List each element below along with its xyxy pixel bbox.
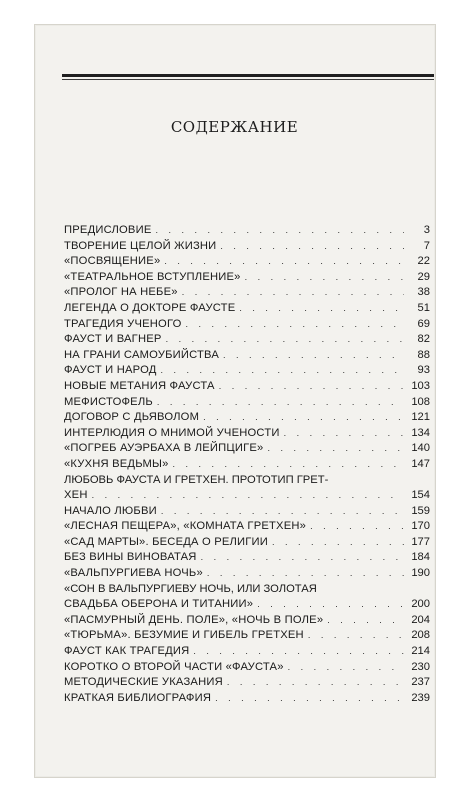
toc-entry <box>64 395 430 411</box>
toc-entry-label: «ТЕАТРАЛЬНОЕ ВСТУПЛЕНИЕ» <box>64 270 241 283</box>
leader-dots <box>156 223 405 239</box>
toc-entry-label: СВАДЬБА ОБЕРОНА И ТИТАНИИ» <box>64 598 254 611</box>
toc-entry-page: 7 <box>423 239 430 252</box>
toc-entry-page: 3 <box>423 224 430 236</box>
leader-dots <box>272 535 404 551</box>
toc-entry-page: 134 <box>411 426 430 439</box>
toc-entry-label: НА ГРАНИ САМОУБИЙСТВА <box>64 348 220 361</box>
toc-entry-page: 177 <box>411 535 430 548</box>
toc-entry-page: 200 <box>411 598 430 611</box>
toc-entry <box>64 348 430 364</box>
toc-entry <box>64 410 430 426</box>
toc-entry-page: 121 <box>411 411 430 424</box>
toc-entry-label: ИНТЕРЛЮДИЯ О МНИМОЙ УЧЕНОСТИ <box>64 426 280 439</box>
toc-entry-page: 154 <box>411 489 430 502</box>
toc-entry-label: «ЛЕСНАЯ ПЕЩЕРА», «КОМНАТА ГРЕТХЕН» <box>64 520 307 533</box>
leader-dots <box>223 348 404 364</box>
toc-entry <box>64 363 430 379</box>
leader-dots <box>92 488 404 504</box>
leader-dots <box>161 363 404 379</box>
toc-entry-page: 237 <box>411 676 430 689</box>
toc-entry <box>64 457 430 473</box>
toc-entry <box>64 441 430 457</box>
leader-dots <box>257 597 404 613</box>
toc-entry-label: ФАУСТ И НАРОД <box>64 364 157 377</box>
toc-entry <box>64 332 430 348</box>
leader-dots <box>239 301 404 317</box>
leader-dots <box>164 254 404 270</box>
toc-entry <box>64 473 430 504</box>
leader-dots <box>166 332 404 348</box>
toc-entry-label: МЕФИСТОФЕЛЬ <box>64 395 153 408</box>
toc-entry <box>64 285 430 301</box>
header-rule-thin <box>62 79 434 80</box>
toc-entry-label: «ПОГРЕБ АУЭРБАХА В ЛЕЙПЦИГЕ» <box>64 442 264 455</box>
toc-entry-label: ТВОРЕНИЕ ЦЕЛОЙ ЖИЗНИ <box>64 239 217 252</box>
leader-dots <box>220 239 404 255</box>
toc-entry <box>64 566 430 582</box>
toc-entry-label: «ВАЛЬПУРГИЕВА НОЧЬ» <box>64 567 203 580</box>
toc-entry <box>64 691 430 707</box>
toc-entry <box>64 675 430 691</box>
toc-entry-page: 184 <box>411 551 430 564</box>
toc-entry-label: ФАУСТ И ВАГНЕР <box>64 333 162 346</box>
toc-entry <box>64 379 430 395</box>
toc-entry-label: МЕТОДИЧЕСКИЕ УКАЗАНИЯ <box>64 676 223 689</box>
toc-entry-page: 22 <box>417 255 430 268</box>
toc-entry <box>64 301 430 317</box>
leader-dots <box>207 566 404 582</box>
toc-entry <box>64 504 430 520</box>
toc-entry <box>64 582 430 613</box>
toc-entry-label: «ПОСВЯЩЕНИЕ» <box>64 255 161 268</box>
toc-entry-label-line1: «СОН В ВАЛЬПУРГИЕВУ НОЧЬ, ИЛИ ЗОЛОТАЯ <box>64 582 317 595</box>
toc-entry-page: 239 <box>411 691 430 704</box>
leader-dots <box>203 410 404 426</box>
toc-entry-page: 190 <box>411 567 430 580</box>
toc-entry-page: 82 <box>417 333 430 346</box>
toc-entry-label: ФАУСТ КАК ТРАГЕДИЯ <box>64 645 190 658</box>
toc-entry-page: 88 <box>417 348 430 361</box>
leader-dots <box>182 285 404 301</box>
toc-entry <box>64 519 430 535</box>
leader-dots <box>173 457 404 473</box>
toc-entry-page: 208 <box>411 629 430 642</box>
toc-entry-page: 69 <box>417 317 430 330</box>
toc-entry <box>64 550 430 566</box>
toc-entry-label: КОРОТКО О ВТОРОЙ ЧАСТИ «ФАУСТА» <box>64 660 284 673</box>
leader-dots <box>288 660 404 676</box>
toc-entry <box>64 254 430 270</box>
toc-entry-page: 93 <box>417 364 430 377</box>
leader-dots <box>327 613 404 629</box>
toc-entry-label: «КУХНЯ ВЕДЬМЫ» <box>64 457 169 470</box>
toc-entry-label: ХЕН <box>64 489 88 502</box>
toc-entry-label: «ПРОЛОГ НА НЕБЕ» <box>64 286 178 299</box>
leader-dots <box>215 691 404 707</box>
toc-entry-label: «ТЮРЬМА». БЕЗУМИЕ И ГИБЕЛЬ ГРЕТХЕН <box>64 629 304 642</box>
toc-entry-page: 29 <box>417 270 430 283</box>
leader-dots <box>193 644 404 660</box>
leader-dots <box>161 504 404 520</box>
leader-dots <box>219 379 404 395</box>
toc-entry-page: 140 <box>411 442 430 455</box>
toc-entry-page: 214 <box>411 645 430 658</box>
toc-entry <box>64 317 430 333</box>
toc-entry-label: ПРЕДИСЛОВИЕ <box>64 224 152 236</box>
toc-entry <box>64 426 430 442</box>
leader-dots <box>308 628 404 644</box>
toc-entry-label: КРАТКАЯ БИБЛИОГРАФИЯ <box>64 691 212 704</box>
toc-entry-page: 38 <box>417 286 430 299</box>
toc-entry-page: 230 <box>411 660 430 673</box>
toc-entry-label: ТРАГЕДИЯ УЧЕНОГО <box>64 317 182 330</box>
leader-dots <box>227 675 404 691</box>
toc-entry-page: 159 <box>411 504 430 517</box>
leader-dots <box>284 426 404 442</box>
toc-entry-label: НОВЫЕ МЕТАНИЯ ФАУСТА <box>64 379 215 392</box>
toc-entry-label: ДОГОВОР С ДЬЯВОЛОМ <box>64 411 200 424</box>
toc-entry-page: 103 <box>411 379 430 392</box>
toc-entry-page: 51 <box>417 301 430 314</box>
toc-entry <box>64 270 430 286</box>
toc-entry-label-line1: ЛЮБОВЬ ФАУСТА И ГРЕТХЕН. ПРОТОТИП ГРЕТ- <box>64 473 329 486</box>
toc-entry-page: 108 <box>411 395 430 408</box>
toc-entry <box>64 239 430 255</box>
toc-entry-label: «САД МАРТЫ». БЕСЕДА О РЕЛИГИИ <box>64 535 269 548</box>
toc-entry <box>64 660 430 676</box>
leader-dots <box>310 519 404 535</box>
page-title: СОДЕРЖАНИЕ <box>170 118 299 136</box>
toc-entry-page: 147 <box>411 457 430 470</box>
toc-entry-label: «ПАСМУРНЫЙ ДЕНЬ. ПОЛЕ», «НОЧЬ В ПОЛЕ» <box>64 613 324 626</box>
leader-dots <box>201 550 404 566</box>
leader-dots <box>157 395 404 411</box>
toc-entry-label: БЕЗ ВИНЫ ВИНОВАТАЯ <box>64 551 197 564</box>
table-of-contents <box>64 223 430 706</box>
toc-entry-label: НАЧАЛО ЛЮБВИ <box>64 504 157 517</box>
toc-entry <box>64 535 430 551</box>
leader-dots <box>245 270 404 286</box>
leader-dots <box>185 317 404 333</box>
toc-entry <box>64 613 430 629</box>
toc-entry-label: ЛЕГЕНДА О ДОКТОРЕ ФАУСТЕ <box>64 301 236 314</box>
toc-entry <box>64 644 430 660</box>
toc-entry-page: 170 <box>411 520 430 533</box>
header-rule-thick <box>62 74 434 77</box>
toc-entry <box>64 628 430 644</box>
toc-entry-page: 204 <box>411 613 430 626</box>
leader-dots <box>267 441 404 457</box>
toc-entry <box>64 223 430 239</box>
